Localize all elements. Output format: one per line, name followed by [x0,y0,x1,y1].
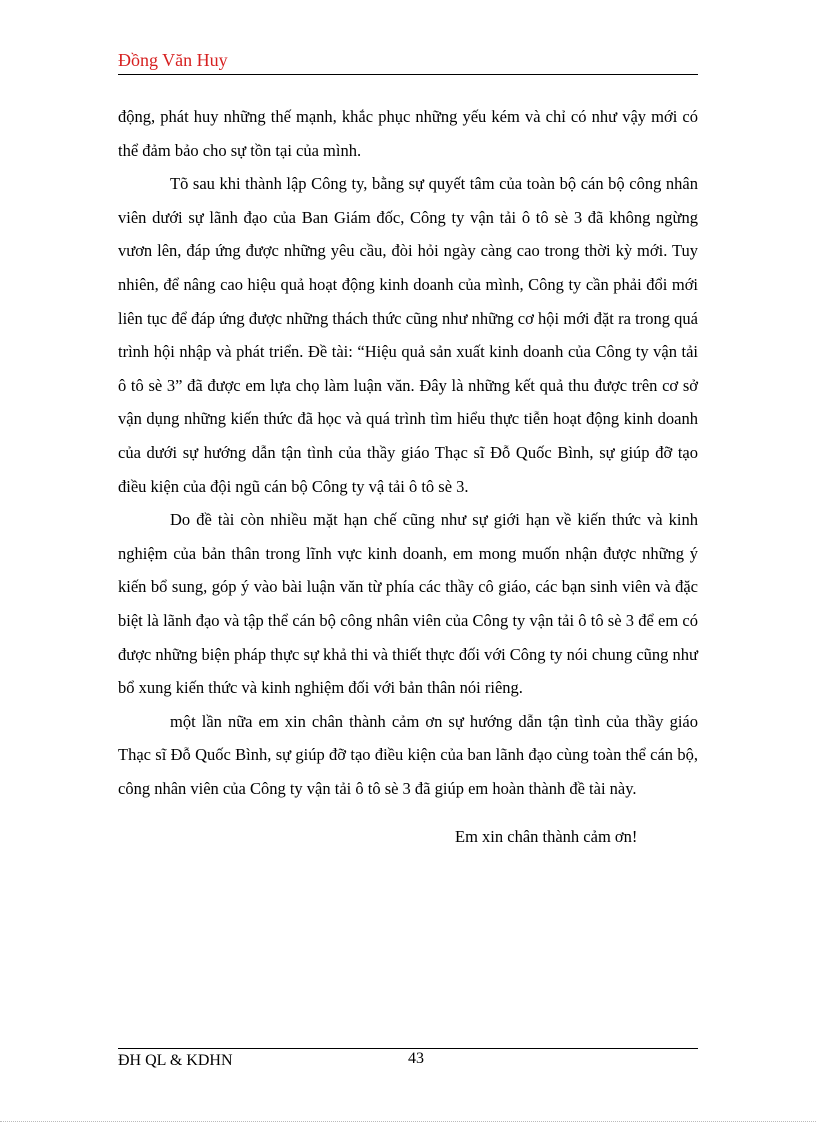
closing-thanks: Em xin chân thành cảm ơn! [455,827,638,846]
header-author-name: Đồng Văn Huy [118,50,228,70]
header-divider [118,74,698,75]
page-bottom-edge [0,1121,816,1122]
footer-institution: ĐH QL & KDHN [118,1052,233,1069]
paragraph-limitations-feedback: Do đề tài còn nhiều mặt hạn chế cũng như sự giới hạn về kiến thức và kinh nghiệm của bản thân trong lĩnh vực kinh doanh, em mong muốn nhận được những ý kiến bổ sung, góp ý vào bài luận văn từ phía các thầy cô giáo, các bạn sinh viên và đặc biệt là lãnh đạo và tập thể cán bộ công nhân viên của Công ty vận tải ô tô sè 3 để em có được những biện pháp thực sự khả thi và thiết thực đối với Công ty nói chung cũng như bổ xung kiến thức và kinh nghiệm đối với bản thân nói riêng. [118,510,698,698]
paragraph-company-development: Tõ sau khi thành lập Công ty, bằng sự quyết tâm của toàn bộ cán bộ công nhân viên dưới sự lãnh đạo của Ban Giám đốc, Công ty vận tải ô tô sè 3 đã không ngừng vươn lên, đáp ứng được những yêu cầu, đòi hỏi ngày càng cao trong thời kỳ mới. Tuy nhiên, để nâng cao hiệu quả hoạt động kinh doanh của mình, Công ty cần phải đổi mới liên tục để đáp ứng được những thách thức cũng như những cơ hội mới đặt ra trong quá trình hội nhập và phát triển. Đề tài: “Hiệu quả sản xuất kinh doanh của Công ty vận tải ô tô sè 3” đã được em lựa chọ làm luận văn. Đây là những kết quả thu được trên cơ sở vận dụng những kiến thức đã học và quá trình tìm hiểu thực tiễn hoạt động kinh doanh của dưới sự hướng dẫn tận tình của thầy giáo Thạc sĩ Đỗ Quốc Bình, sự giúp đỡ tạo điều kiện của đội ngũ cán bộ Công ty vậ tải ô tô sè 3. [118,174,698,496]
paragraph-continuation: động, phát huy những thế mạnh, khắc phục những yếu kém và chỉ có như vậy mới có thể đảm bảo cho sự tồn tại của mình. [118,107,698,160]
footer-divider [118,1048,698,1049]
page-number: 43 [408,1050,424,1067]
paragraph-acknowledgement: một lần nữa em xin chân thành cảm ơn sự hướng dẫn tận tình của thầy giáo Thạc sĩ Đỗ Quốc Bình, sự giúp đỡ tạo điều kiện của ban lãnh đạo cùng toàn thể cán bộ, công nhân viên của Công ty vận tải ô tô sè 3 đã giúp em hoàn thành đề tài này. [118,711,698,798]
body-text [118,100,698,805]
